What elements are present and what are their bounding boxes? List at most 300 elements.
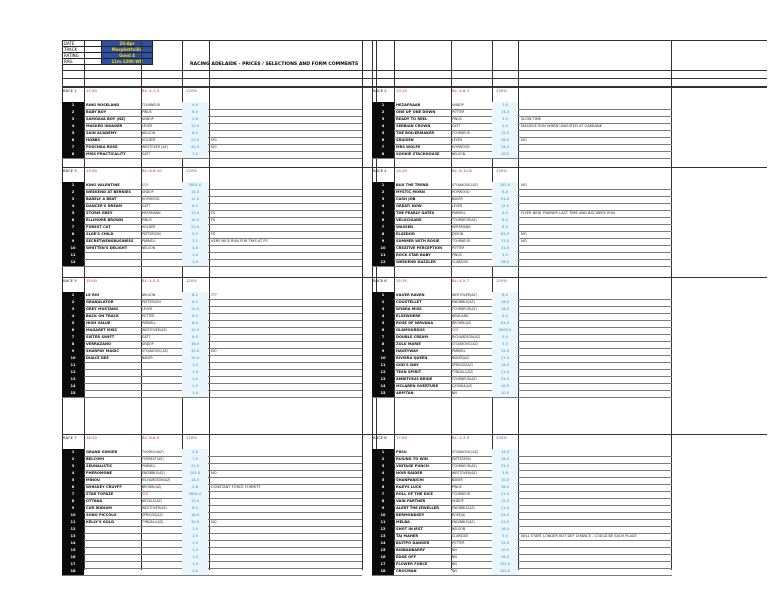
price-cell[interactable]: 31.0	[492, 245, 518, 252]
race-header	[372, 168, 672, 174]
jockey-name: NELSON	[142, 131, 156, 135]
jockey-name: ENDIBBLE(AZ)	[452, 520, 475, 524]
price-cell[interactable]: 21.0	[182, 463, 208, 470]
jockey-name: POTTER	[142, 314, 155, 318]
price-cell[interactable]: 12.0	[492, 498, 518, 505]
runner-number: 4	[62, 313, 84, 320]
runner-number: 1	[62, 182, 84, 189]
price-cell[interactable]: 41.0	[182, 144, 208, 151]
price-cell[interactable]: 61.0	[492, 231, 518, 238]
price-cell[interactable]: 6.0	[182, 299, 208, 306]
jockey-name: SCR	[452, 328, 459, 332]
horse-name: GREY MUSTANG	[86, 307, 119, 311]
horse-name: ELLIMORE BROWN	[86, 218, 124, 222]
jockey-name: WESTOVER (AZ)	[142, 145, 168, 149]
horse-name: KING VALENTINE	[86, 183, 120, 187]
price-cell[interactable]: 5.0	[492, 533, 518, 540]
horse-name: CREATIVE PERCEPTION	[396, 246, 443, 250]
price-cell[interactable]: 1.0	[182, 533, 208, 540]
runner-number: 15	[62, 390, 84, 397]
price-cell[interactable]: 16.0	[492, 306, 518, 313]
runner-number: 7	[372, 491, 394, 498]
price-cell[interactable]: 16.0	[492, 299, 518, 306]
price-cell[interactable]: 11.0	[182, 498, 208, 505]
form-comment[interactable]: NO	[521, 239, 527, 243]
race-time: 15:35	[396, 278, 407, 283]
race-time: 13:50	[86, 168, 97, 173]
runner-number: 2	[372, 109, 394, 116]
price-cell[interactable]: 6.0	[182, 334, 208, 341]
horse-name: MASKED INVADER	[86, 124, 123, 128]
runner-number: 11	[372, 362, 394, 369]
runner-number: 11	[372, 252, 394, 259]
price-cell[interactable]: 1.0	[182, 390, 208, 397]
horse-name: DOUBLE CREAM	[396, 335, 428, 339]
race-percentage: 120%	[496, 278, 507, 283]
form-comment[interactable]: NO	[211, 471, 217, 475]
price-cell[interactable]: 14.0	[182, 477, 208, 484]
runner-number: 5	[372, 320, 394, 327]
runner-number: 10	[372, 355, 394, 362]
price-cell[interactable]: 10.0	[492, 390, 518, 397]
runner-number: 2	[62, 189, 84, 196]
price-cell[interactable]: 26.0	[492, 259, 518, 266]
horse-name: BABY BOY	[86, 110, 107, 114]
jockey-name: TOURNEUR(AZ)	[452, 377, 477, 381]
price-cell[interactable]: 51.0	[492, 463, 518, 470]
form-comment[interactable]: VERY NICE RUN FOR THIS AT FS	[211, 239, 268, 243]
price-cell[interactable]: 6.0	[492, 292, 518, 299]
price-cell[interactable]: 12.0	[492, 540, 518, 547]
jockey-name: TOORICH(AZ)	[142, 450, 164, 454]
runner-number: 6	[372, 137, 394, 144]
price-cell[interactable]: 1.0	[182, 362, 208, 369]
runner-number: 2	[372, 189, 394, 196]
page-title: RACING ADELAIDE - PRICES / SELECTIONS AND FORM COMMENTS	[190, 62, 359, 67]
price-cell[interactable]: 10.0	[182, 355, 208, 362]
runner-number: 3	[62, 463, 84, 470]
runner-number: 2	[62, 299, 84, 306]
price-cell[interactable]: 7.0	[492, 102, 518, 109]
price-cell[interactable]: 16.0	[182, 341, 208, 348]
price-cell[interactable]: 6.0	[492, 189, 518, 196]
jockey-name: ROSE(A)	[452, 513, 466, 517]
runner-number: 2	[372, 456, 394, 463]
price-cell[interactable]: 11.0	[182, 123, 208, 130]
race-percentage: 120%	[186, 168, 197, 173]
price-cell[interactable]: 16.0	[492, 526, 518, 533]
price-cell[interactable]: 2.8	[182, 116, 208, 123]
horse-name: CUR IRIDIUM	[86, 506, 112, 510]
jockey-name: POTTER	[452, 541, 465, 545]
price-cell[interactable]: 26.0	[492, 137, 518, 144]
price-cell[interactable]: 101.0	[492, 561, 518, 568]
price-cell[interactable]: 7.0	[182, 151, 208, 158]
jockey-name: NN	[452, 555, 457, 559]
runner-number: 10	[62, 512, 84, 519]
race-header	[62, 435, 362, 441]
date-label: DATE	[62, 40, 102, 47]
horse-name: RING ROSELAND	[86, 103, 120, 107]
form-comment[interactable]: NO	[211, 520, 217, 524]
price-cell[interactable]: 10.0	[492, 477, 518, 484]
price-cell[interactable]: 4.8	[182, 245, 208, 252]
race-bet: BL: 4-5-7	[452, 278, 470, 283]
price-cell[interactable]: 1.0	[182, 369, 208, 376]
price-cell[interactable]: 3.8	[492, 470, 518, 477]
horse-name: SOOKIE STACKHOUSE	[396, 152, 440, 156]
runner-number: 6	[372, 484, 394, 491]
horse-name: TAJ MAHER	[396, 534, 419, 538]
race-label: RACE 5	[63, 278, 77, 283]
jockey-name: BROWN(AZ)	[452, 321, 472, 325]
price-cell[interactable]: 10.0	[492, 151, 518, 158]
price-cell[interactable]: 61.0	[492, 320, 518, 327]
price-cell[interactable]: 5.0	[492, 341, 518, 348]
runner-number: 8	[372, 341, 394, 348]
price-cell[interactable]: 14.0	[182, 189, 208, 196]
price-cell[interactable]: 101.0	[492, 568, 518, 575]
price-cell[interactable]: 31.0	[492, 376, 518, 383]
horse-name: FLOWER FORCE	[396, 562, 428, 566]
runner-number: 5	[62, 320, 84, 327]
race-label: RACE 7	[63, 435, 77, 440]
price-cell[interactable]: 4.0	[492, 313, 518, 320]
horse-name: STAR TOPAZE	[86, 492, 114, 496]
jockey-name: RICHARDSON(AZ)	[452, 335, 481, 339]
price-cell[interactable]: 5.0	[492, 334, 518, 341]
race-label: RACE 6	[373, 278, 387, 283]
price-cell[interactable]: 1.0	[182, 259, 208, 266]
price-cell[interactable]: 1.0	[182, 561, 208, 568]
race-label: RACE 2	[373, 88, 387, 93]
form-comment[interactable]: FS	[211, 232, 216, 236]
horse-name: SERBIAN CROWN	[396, 124, 431, 128]
form-sheet	[62, 40, 767, 573]
horse-name: PHEROMONE	[86, 471, 113, 475]
form-comment[interactable]: ???	[211, 293, 217, 297]
race-bet: BL: 4-3-9	[452, 435, 470, 440]
horse-name: EDGE OFF	[396, 555, 417, 559]
price-cell[interactable]: 151.0	[492, 182, 518, 189]
grid-hline	[62, 78, 767, 79]
price-cell[interactable]: 8.0	[182, 505, 208, 512]
runner-number: 9	[372, 348, 394, 355]
jockey-name: PARNELL	[142, 464, 157, 468]
price-cell[interactable]: 1.0	[182, 547, 208, 554]
form-comment[interactable]: FLYER NEW TRAINER LAST TIME AND BIG WEEK RUN	[521, 211, 615, 215]
jockey-name: BROWN(AZ)	[142, 485, 162, 489]
form-comment[interactable]: MASSIVE RUN WHEN UNSUITED AT OAKBANK	[521, 124, 603, 128]
race-percentage: 120%	[496, 168, 507, 173]
price-cell[interactable]: 4.5	[492, 252, 518, 259]
price-cell[interactable]: 14.0	[182, 217, 208, 224]
jockey-name: STOJAKOVIC(AZ)	[452, 450, 479, 454]
price-cell[interactable]: 12.0	[492, 130, 518, 137]
price-cell[interactable]: 16.0	[492, 484, 518, 491]
horse-name: SHOT IN JEST	[396, 527, 423, 531]
runner-number: 13	[372, 376, 394, 383]
price-cell[interactable]: 3001.0	[182, 491, 208, 498]
jockey-name: WESTOVER(AZ)	[142, 506, 167, 510]
runner-number: 16	[62, 554, 84, 561]
jockey-name: DYSON	[452, 232, 464, 236]
price-cell[interactable]: 26.0	[492, 554, 518, 561]
runner-number: 4	[62, 203, 84, 210]
jockey-name: LEVER	[452, 138, 463, 142]
horse-name: SONO PICCOLO	[86, 513, 117, 517]
jockey-name: NEVILLE(AZ)	[142, 499, 162, 503]
horse-name: BERMONDSEY	[396, 513, 425, 517]
price-cell[interactable]: 4.0	[492, 210, 518, 217]
jockey-name: BAKER	[452, 197, 463, 201]
jockey-name: GATT	[452, 124, 461, 128]
price-cell[interactable]: 1.0	[182, 554, 208, 561]
horse-name: GLAMOURDUS	[396, 328, 425, 332]
jockey-name: BAKER(AZ)	[452, 356, 470, 360]
form-comment[interactable]: CONSTANT FORCE FORMITF	[211, 485, 261, 489]
jockey-name: PARNELL	[142, 321, 157, 325]
jockey-name: HERRMANN	[142, 211, 161, 215]
jockey-name: ENDIBBLE(AZ)	[452, 506, 475, 510]
horse-name: MINOU	[86, 478, 100, 482]
rail-value[interactable]: 11m-1200-WP	[101, 58, 153, 65]
price-cell[interactable]: 14.0	[492, 449, 518, 456]
price-cell[interactable]: 21.0	[182, 137, 208, 144]
price-cell[interactable]: 12.0	[492, 348, 518, 355]
price-cell[interactable]: 12.0	[182, 327, 208, 334]
price-cell[interactable]: 6.0	[492, 224, 518, 231]
horse-name: BUITPO DANGER	[396, 541, 430, 545]
jockey-name: GATT	[142, 335, 151, 339]
runner-number: 11	[372, 519, 394, 526]
jockey-name: WESTOVER(AZ)	[452, 471, 477, 475]
price-cell[interactable]: 31.0	[182, 348, 208, 355]
price-cell[interactable]: 1.0	[182, 376, 208, 383]
jockey-name: STOJAKOVIC(AZ)	[452, 342, 479, 346]
horse-name: MCLAREN OVERTURE	[396, 384, 439, 388]
price-cell[interactable]: 3001.0	[182, 182, 208, 189]
runner-number: 7	[372, 144, 394, 151]
price-cell[interactable]: 41.0	[492, 519, 518, 526]
runner-row	[62, 390, 362, 398]
horse-name: MYSTIC MORN	[396, 190, 425, 194]
form-comment[interactable]: NO	[211, 349, 217, 353]
horse-name: WHISKEY CRUYFF	[86, 485, 122, 489]
jockey-name: UNDOP	[142, 342, 154, 346]
form-comment[interactable]: FS	[211, 211, 216, 215]
runner-number: 5	[62, 210, 84, 217]
jockey-name: STOJAKOVIC(AZ)	[142, 349, 169, 353]
horse-name: DANCER'S DREAM	[86, 204, 123, 208]
price-cell[interactable]: 3.5	[492, 116, 518, 123]
runner-number: 4	[372, 123, 394, 130]
race-bet: BL: 4-6-3	[452, 88, 470, 93]
horse-name: SISTER SWIFT	[86, 335, 115, 339]
runner-row	[372, 259, 672, 267]
price-cell[interactable]: 1.0	[182, 252, 208, 259]
price-cell[interactable]: 6.0	[182, 313, 208, 320]
price-cell[interactable]: 14.0	[492, 144, 518, 151]
date-value[interactable]: 20-Apr	[101, 40, 153, 47]
runner-number: 13	[62, 376, 84, 383]
price-cell[interactable]: 14.0	[492, 109, 518, 116]
track-value[interactable]: Morphettville	[101, 46, 153, 53]
price-cell[interactable]: 8.0	[182, 130, 208, 137]
jockey-name: SPRIGGS(AZ)	[142, 513, 163, 517]
runner-row	[372, 568, 672, 576]
jockey-name: PATTERSON	[142, 300, 161, 304]
price-cell[interactable]: 21.0	[492, 505, 518, 512]
price-cell[interactable]: 21.0	[492, 491, 518, 498]
horse-name: CROCMAN	[396, 569, 417, 573]
horse-name: GRAND GINGER	[86, 450, 118, 454]
price-cell[interactable]: 51.0	[492, 196, 518, 203]
horse-name: LE ROI	[86, 293, 100, 297]
price-cell[interactable]: 14.0	[492, 362, 518, 369]
price-cell[interactable]: 6.0	[182, 203, 208, 210]
price-cell[interactable]: 41.0	[492, 512, 518, 519]
horse-name: VELOCIGADE	[396, 218, 422, 222]
race-bet: BL: 6-12-8	[452, 168, 472, 173]
price-cell[interactable]: 21.0	[492, 355, 518, 362]
price-cell[interactable]: 101.0	[182, 470, 208, 477]
runner-number: 12	[62, 369, 84, 376]
runner-number: 8	[62, 151, 84, 158]
price-cell[interactable]: 2.4	[492, 123, 518, 130]
jockey-name: HOPWOOD	[142, 197, 160, 201]
price-cell[interactable]: 31.0	[182, 519, 208, 526]
price-cell[interactable]: 10.0	[492, 547, 518, 554]
price-cell[interactable]: 2.8	[182, 449, 208, 456]
price-cell[interactable]: 9000.0	[492, 327, 518, 334]
price-cell[interactable]: 6.0	[182, 109, 208, 116]
jockey-name: HOPWOOD	[452, 145, 470, 149]
runner-number: 10	[62, 355, 84, 362]
track-label: TRACK	[62, 46, 102, 53]
price-cell[interactable]: 6.0	[492, 217, 518, 224]
price-cell[interactable]: 1.0	[182, 568, 208, 575]
horse-name: KELLY'S GOLD	[86, 520, 115, 524]
form-comment[interactable]: NO	[521, 232, 527, 236]
price-cell[interactable]: 12.0	[492, 203, 518, 210]
price-cell[interactable]: 10.0	[492, 383, 518, 390]
jockey-name: PINUS	[452, 485, 462, 489]
runner-number: 11	[62, 252, 84, 259]
price-cell[interactable]: 21.0	[492, 369, 518, 376]
price-cell[interactable]: 8.0	[182, 320, 208, 327]
horse-name: RUSING TO WIN	[396, 457, 428, 461]
form-comment[interactable]: NO	[521, 138, 527, 142]
runner-number: 14	[372, 383, 394, 390]
horse-name: WHITTEN'S DELIGHT	[86, 246, 128, 250]
form-comment[interactable]: NO	[211, 138, 217, 142]
horse-name: ELSEDOD	[396, 232, 415, 236]
runner-number: 4	[372, 313, 394, 320]
runner-number: 8	[372, 151, 394, 158]
price-cell[interactable]: 6.2	[182, 292, 208, 299]
runner-number: 9	[62, 505, 84, 512]
jockey-name: SCR	[142, 183, 149, 187]
horse-name: BARELY A BEAT	[86, 197, 117, 201]
price-cell[interactable]: 21.0	[182, 224, 208, 231]
runner-number: 1	[372, 182, 394, 189]
runner-number: 12	[372, 259, 394, 266]
runner-number: 1	[372, 292, 394, 299]
price-cell[interactable]: 16.0	[182, 512, 208, 519]
jockey-name: ENDIBBLE(AZ)	[452, 300, 475, 304]
runner-number: 2	[372, 299, 394, 306]
price-cell[interactable]: 1.0	[182, 526, 208, 533]
jockey-name: BAKER	[452, 478, 463, 482]
form-comment[interactable]: SLOW TIME	[521, 117, 542, 121]
runner-number: 12	[372, 369, 394, 376]
race-time: 16:10	[86, 435, 97, 440]
runner-number: 14	[372, 540, 394, 547]
price-cell[interactable]: 4.0	[182, 102, 208, 109]
price-cell[interactable]: 21.0	[492, 238, 518, 245]
runner-number: 3	[372, 306, 394, 313]
price-cell[interactable]: 1.0	[182, 540, 208, 547]
horse-name: SLOE'S CHILD	[86, 232, 114, 236]
race-percentage: 120%	[496, 435, 507, 440]
runner-number: 12	[62, 526, 84, 533]
race-time: 12:40	[86, 88, 97, 93]
runner-number: 1	[62, 449, 84, 456]
price-cell[interactable]: 7.0	[182, 456, 208, 463]
price-cell[interactable]: 1.0	[182, 383, 208, 390]
race-header	[372, 278, 672, 284]
price-cell[interactable]: 9.0	[182, 231, 208, 238]
jockey-name: PARNELL	[142, 239, 157, 243]
form-comment[interactable]: NO	[521, 183, 527, 187]
jockey-name: TYNDALL(AZ)	[452, 370, 474, 374]
jockey-name: SCR	[142, 492, 149, 496]
price-cell[interactable]: 11.0	[182, 210, 208, 217]
price-cell[interactable]: 3.1	[182, 238, 208, 245]
jockey-name: TYNDALL(AZ)	[142, 520, 164, 524]
horse-name: SHANPANICHI	[396, 478, 424, 482]
horse-name: R&EYS LUCK	[396, 485, 422, 489]
price-cell[interactable]: 2.8	[182, 484, 208, 491]
race-percentage: 120%	[186, 278, 197, 283]
horse-name: HIGH VALUE	[86, 321, 111, 325]
form-comment[interactable]: WILL START LONGER BUT DEF CHANCE - COULD BE EACH PLACE	[521, 534, 637, 538]
price-cell[interactable]: 11.0	[182, 196, 208, 203]
price-cell[interactable]: 12.0	[182, 306, 208, 313]
horse-name: VAIN PARTNER	[396, 499, 426, 503]
price-cell[interactable]: 16.0	[492, 456, 518, 463]
horse-name: FOREST CAT	[86, 225, 111, 229]
form-comment[interactable]: FS	[211, 218, 216, 222]
runner-number: 8	[62, 498, 84, 505]
jockey-name: LEVER	[142, 124, 153, 128]
horse-name: ALERT THE JEWELLER	[396, 506, 440, 510]
form-comment[interactable]: NO	[211, 145, 217, 149]
runner-number: 2	[62, 456, 84, 463]
runner-number: 17	[372, 561, 394, 568]
horse-name: POSCHKA ROSE	[86, 145, 118, 149]
horse-name: ZULU MARIE	[396, 342, 421, 346]
runner-row	[62, 568, 362, 576]
horse-name: PIISU	[396, 450, 407, 454]
runner-number: 13	[62, 533, 84, 540]
race-bet: BL: 8-6-10	[142, 168, 162, 173]
jockey-name: LEVER	[452, 204, 463, 208]
rating-value[interactable]: Good 4	[101, 52, 153, 59]
runner-number: 18	[62, 568, 84, 575]
runner-number: 10	[62, 245, 84, 252]
